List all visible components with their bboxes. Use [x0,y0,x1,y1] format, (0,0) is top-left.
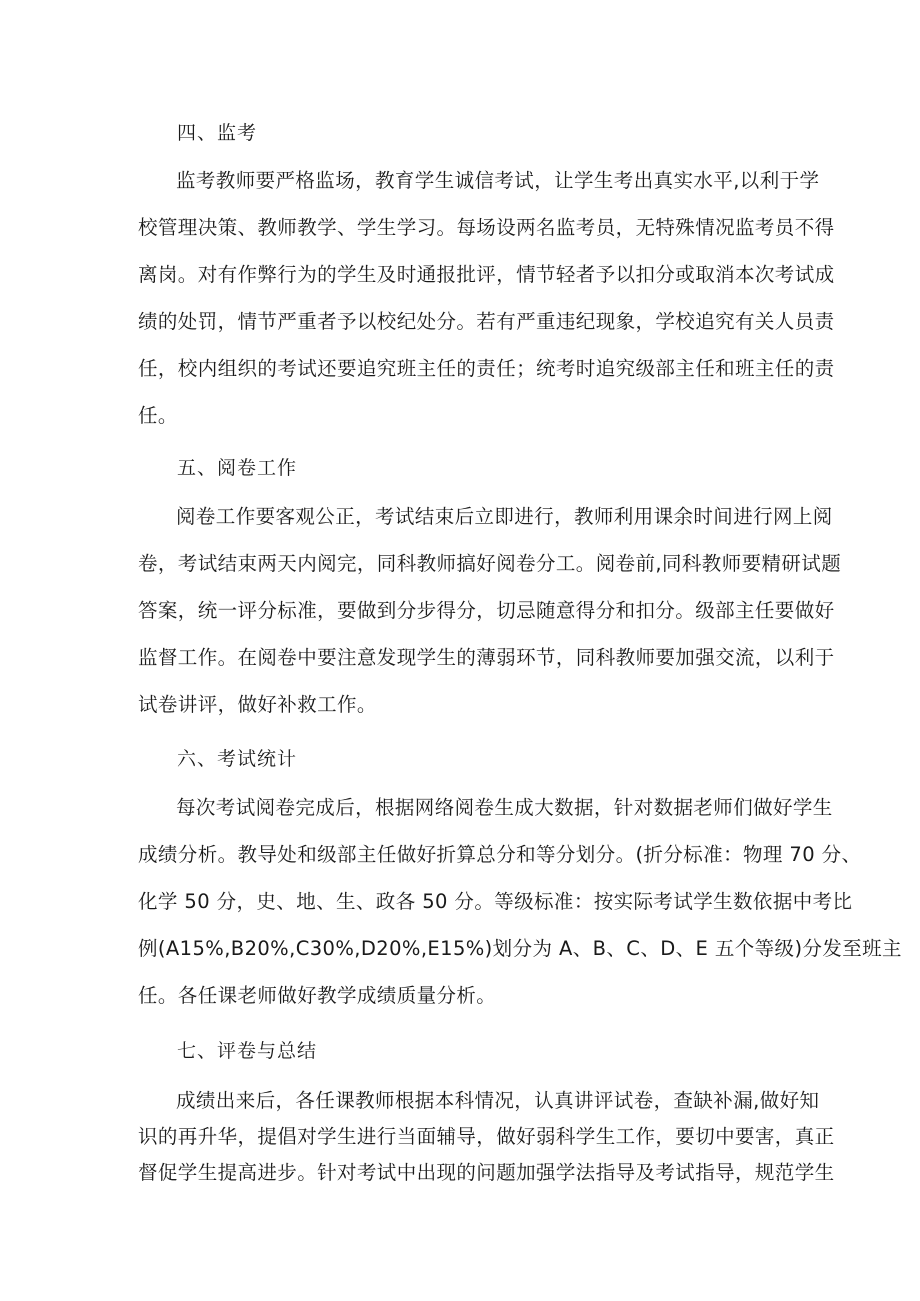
section-body-statistics [138,794,902,1029]
section-body-review-summary [138,1087,835,1195]
paragraph-line: 答案，统一评分标准，要做到分步得分，切忌随意得分和扣分。级部主任要做好 [138,599,835,622]
section-heading-grading: 五、阅卷工作 [177,457,298,479]
section-body-invigilation [138,167,835,449]
paragraph-line: 每次考试阅卷完成后，根据网络阅卷生成大数据，针对数据老师们做好学生 [176,796,833,819]
paragraph-line: 任。 [138,404,178,427]
paragraph-line: 监督工作。在阅卷中要注意发现学生的薄弱环节，同科教师要加强交流，以利于 [138,646,835,669]
section-heading-review-summary: 七、评卷与总结 [177,1040,318,1062]
paragraph-line: 化学 50 分，史、地、生、政各 50 分。等级标准：按实际考试学生数依据中考比 [138,890,853,913]
section-heading-invigilation: 四、监考 [177,122,258,144]
paragraph-line: 成绩分析。教导处和级部主任做好折算总分和等分划分。(折分标准：物理 70 分、 [138,843,862,866]
paragraph-line: 校管理决策、教师教学、学生学习。每场设两名监考员，无特殊情况监考员不得 [138,216,835,239]
paragraph-line: 绩的处罚，情节严重者予以校纪处分。若有严重违纪现象，学校追究有关人员责 [138,310,835,333]
paragraph-line: 任，校内组织的考试还要追究班主任的责任；统考时追究级部主任和班主任的责 [138,357,835,380]
paragraph-line: 离岗。对有作弊行为的学生及时通报批评，情节轻者予以扣分或取消本次考试成 [138,263,835,286]
section-heading-statistics: 六、考试统计 [177,748,298,770]
paragraph-line: 阅卷工作要客观公正，考试结束后立即进行，教师利用课余时间进行网上阅 [176,505,833,528]
paragraph-line: 督促学生提高进步。针对考试中出现的问题加强学法指导及考试指导，规范学生 [138,1161,835,1184]
paragraph-line: 卷，考试结束两天内阅完，同科教师搞好阅卷分工。阅卷前,同科教师要精研试题 [138,552,842,575]
paragraph-line: 成绩出来后，各任课教师根据本科情况，认真讲评试卷，查缺补漏,做好知 [176,1089,820,1112]
section-body-grading [138,503,842,738]
paragraph-line: 监考教师要严格监场，教育学生诚信考试，让学生考出真实水平,以利于学 [176,169,820,192]
paragraph-line: 试卷讲评，做好补救工作。 [138,693,377,716]
paragraph-line: 任。各任课老师做好教学成绩质量分析。 [138,984,497,1007]
paragraph-line: 识的再升华，提倡对学生进行当面辅导，做好弱科学生工作，要切中要害，真正 [138,1125,835,1148]
paragraph-line: 例(A15%,B20%,C30%,D20%,E15%)划分为 A、B、C、D、E 五个等级)分发至班主 [138,937,902,960]
